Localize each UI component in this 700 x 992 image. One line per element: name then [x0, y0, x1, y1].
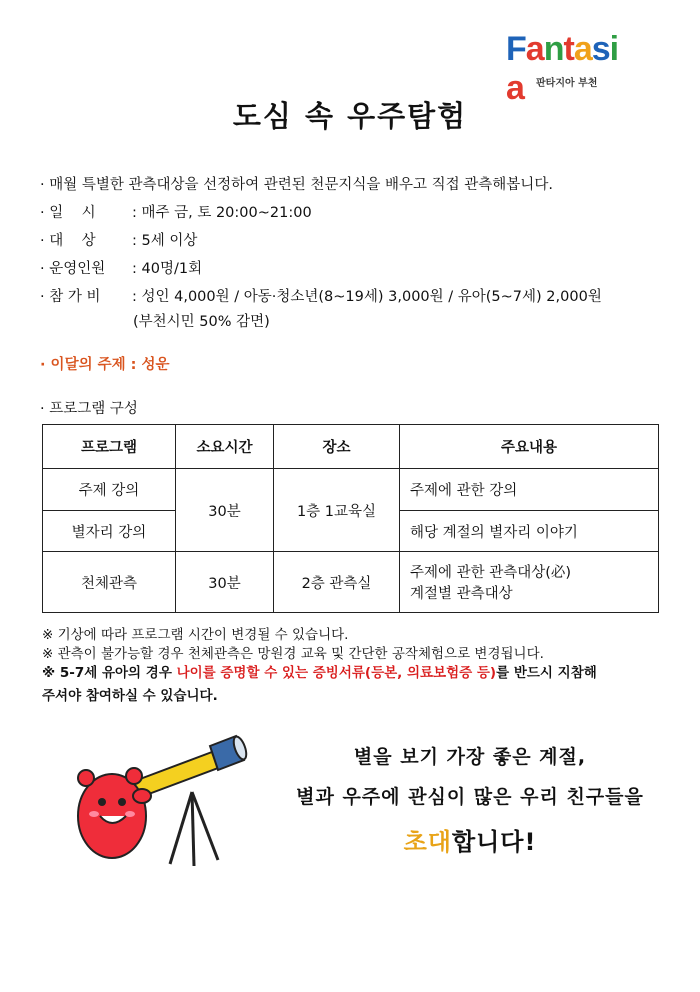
note-highlight: 나이를 증명할 수 있는 증빙서류(등본, 의료보험증 등) — [176, 665, 497, 681]
info-label: · 대 상 — [40, 233, 96, 249]
cell-place: 1층 1교육실 — [274, 469, 400, 552]
note-age-proof — [42, 661, 597, 681]
mascot-icon — [78, 768, 151, 858]
cell-program: 별자리 강의 — [43, 511, 176, 552]
cell-time: 30분 — [176, 552, 274, 613]
intro-text: · 매월 특별한 관측대상을 선정하여 관련된 천문지식을 배우고 직접 관측해봅니다. — [40, 177, 553, 193]
header-program: 프로그램 — [43, 425, 176, 469]
page-title: 도심 속 우주탐험 — [232, 99, 468, 133]
info-value: : 성인 4,000원 / 아동·청소년(8~19세) 3,000원 / 유아(5~7세) 2,000원 — [132, 289, 602, 305]
info-fee — [40, 285, 602, 306]
note-age-proof-cont: 주셔야 참여하실 수 있습니다. — [42, 688, 218, 704]
invite-text: 합니다! — [451, 828, 537, 856]
header-place: 장소 — [274, 425, 400, 469]
header-content: 주요내용 — [400, 425, 659, 469]
table-row — [43, 552, 659, 613]
info-label: · 운영인원 — [40, 261, 106, 277]
cell-time: 30분 — [176, 469, 274, 552]
tripod-icon — [170, 792, 218, 866]
fee-discount-note: (부천시민 50% 감면) — [133, 314, 270, 330]
table-header-row — [43, 425, 659, 469]
info-label: · 일 시 — [40, 205, 96, 221]
info-schedule — [40, 201, 312, 222]
info-label: · 참 가 비 — [40, 289, 101, 305]
logo-subtitle: 판타지아 부천 — [536, 78, 598, 89]
cell-content: 주제에 관한 강의 — [400, 469, 659, 511]
info-value: : 매주 금, 토 20:00~21:00 — [132, 205, 312, 221]
cell-program: 주제 강의 — [43, 469, 176, 511]
table-row — [43, 469, 659, 511]
cell-place: 2층 관측실 — [274, 552, 400, 613]
content-line: 계절별 관측대상 — [410, 586, 513, 602]
info-value: : 5세 이상 — [132, 233, 198, 249]
content-line: 주제에 관한 관측대상(必) — [410, 565, 572, 581]
header-time: 소요시간 — [176, 425, 274, 469]
note-weather: ※ 기상에 따라 프로그램 시간이 변경될 수 있습니다. — [42, 627, 349, 643]
invite-line-1: 별을 보기 가장 좋은 계절, — [353, 746, 587, 768]
mascot-telescope-illustration — [72, 732, 252, 882]
invite-highlight: 초대 — [403, 828, 452, 856]
cell-content — [400, 552, 659, 613]
fantasia-logo — [506, 30, 636, 107]
cell-content: 해당 계절의 별자리 이야기 — [400, 511, 659, 552]
invite-line-2: 별과 우주에 관심이 많은 우리 친구들을 — [296, 786, 644, 808]
note-text: 를 반드시 지참해 — [496, 665, 597, 681]
program-table — [42, 424, 659, 613]
note-observation: ※ 관측이 불가능할 경우 천체관측은 망원경 교육 및 간단한 공작체험으로 변경됩니다. — [42, 646, 544, 662]
info-value: : 40명/1회 — [132, 261, 203, 277]
monthly-theme: · 이달의 주제 : 성운 — [40, 357, 170, 373]
info-target — [40, 229, 197, 250]
cell-program: 천체관측 — [43, 552, 176, 613]
logo-wordmark: Fantasia — [506, 30, 619, 107]
program-heading: · 프로그램 구성 — [40, 401, 138, 417]
invite-line-3 — [250, 822, 690, 857]
note-text: ※ 5-7세 유아의 경우 — [42, 665, 177, 681]
info-capacity — [40, 257, 202, 278]
